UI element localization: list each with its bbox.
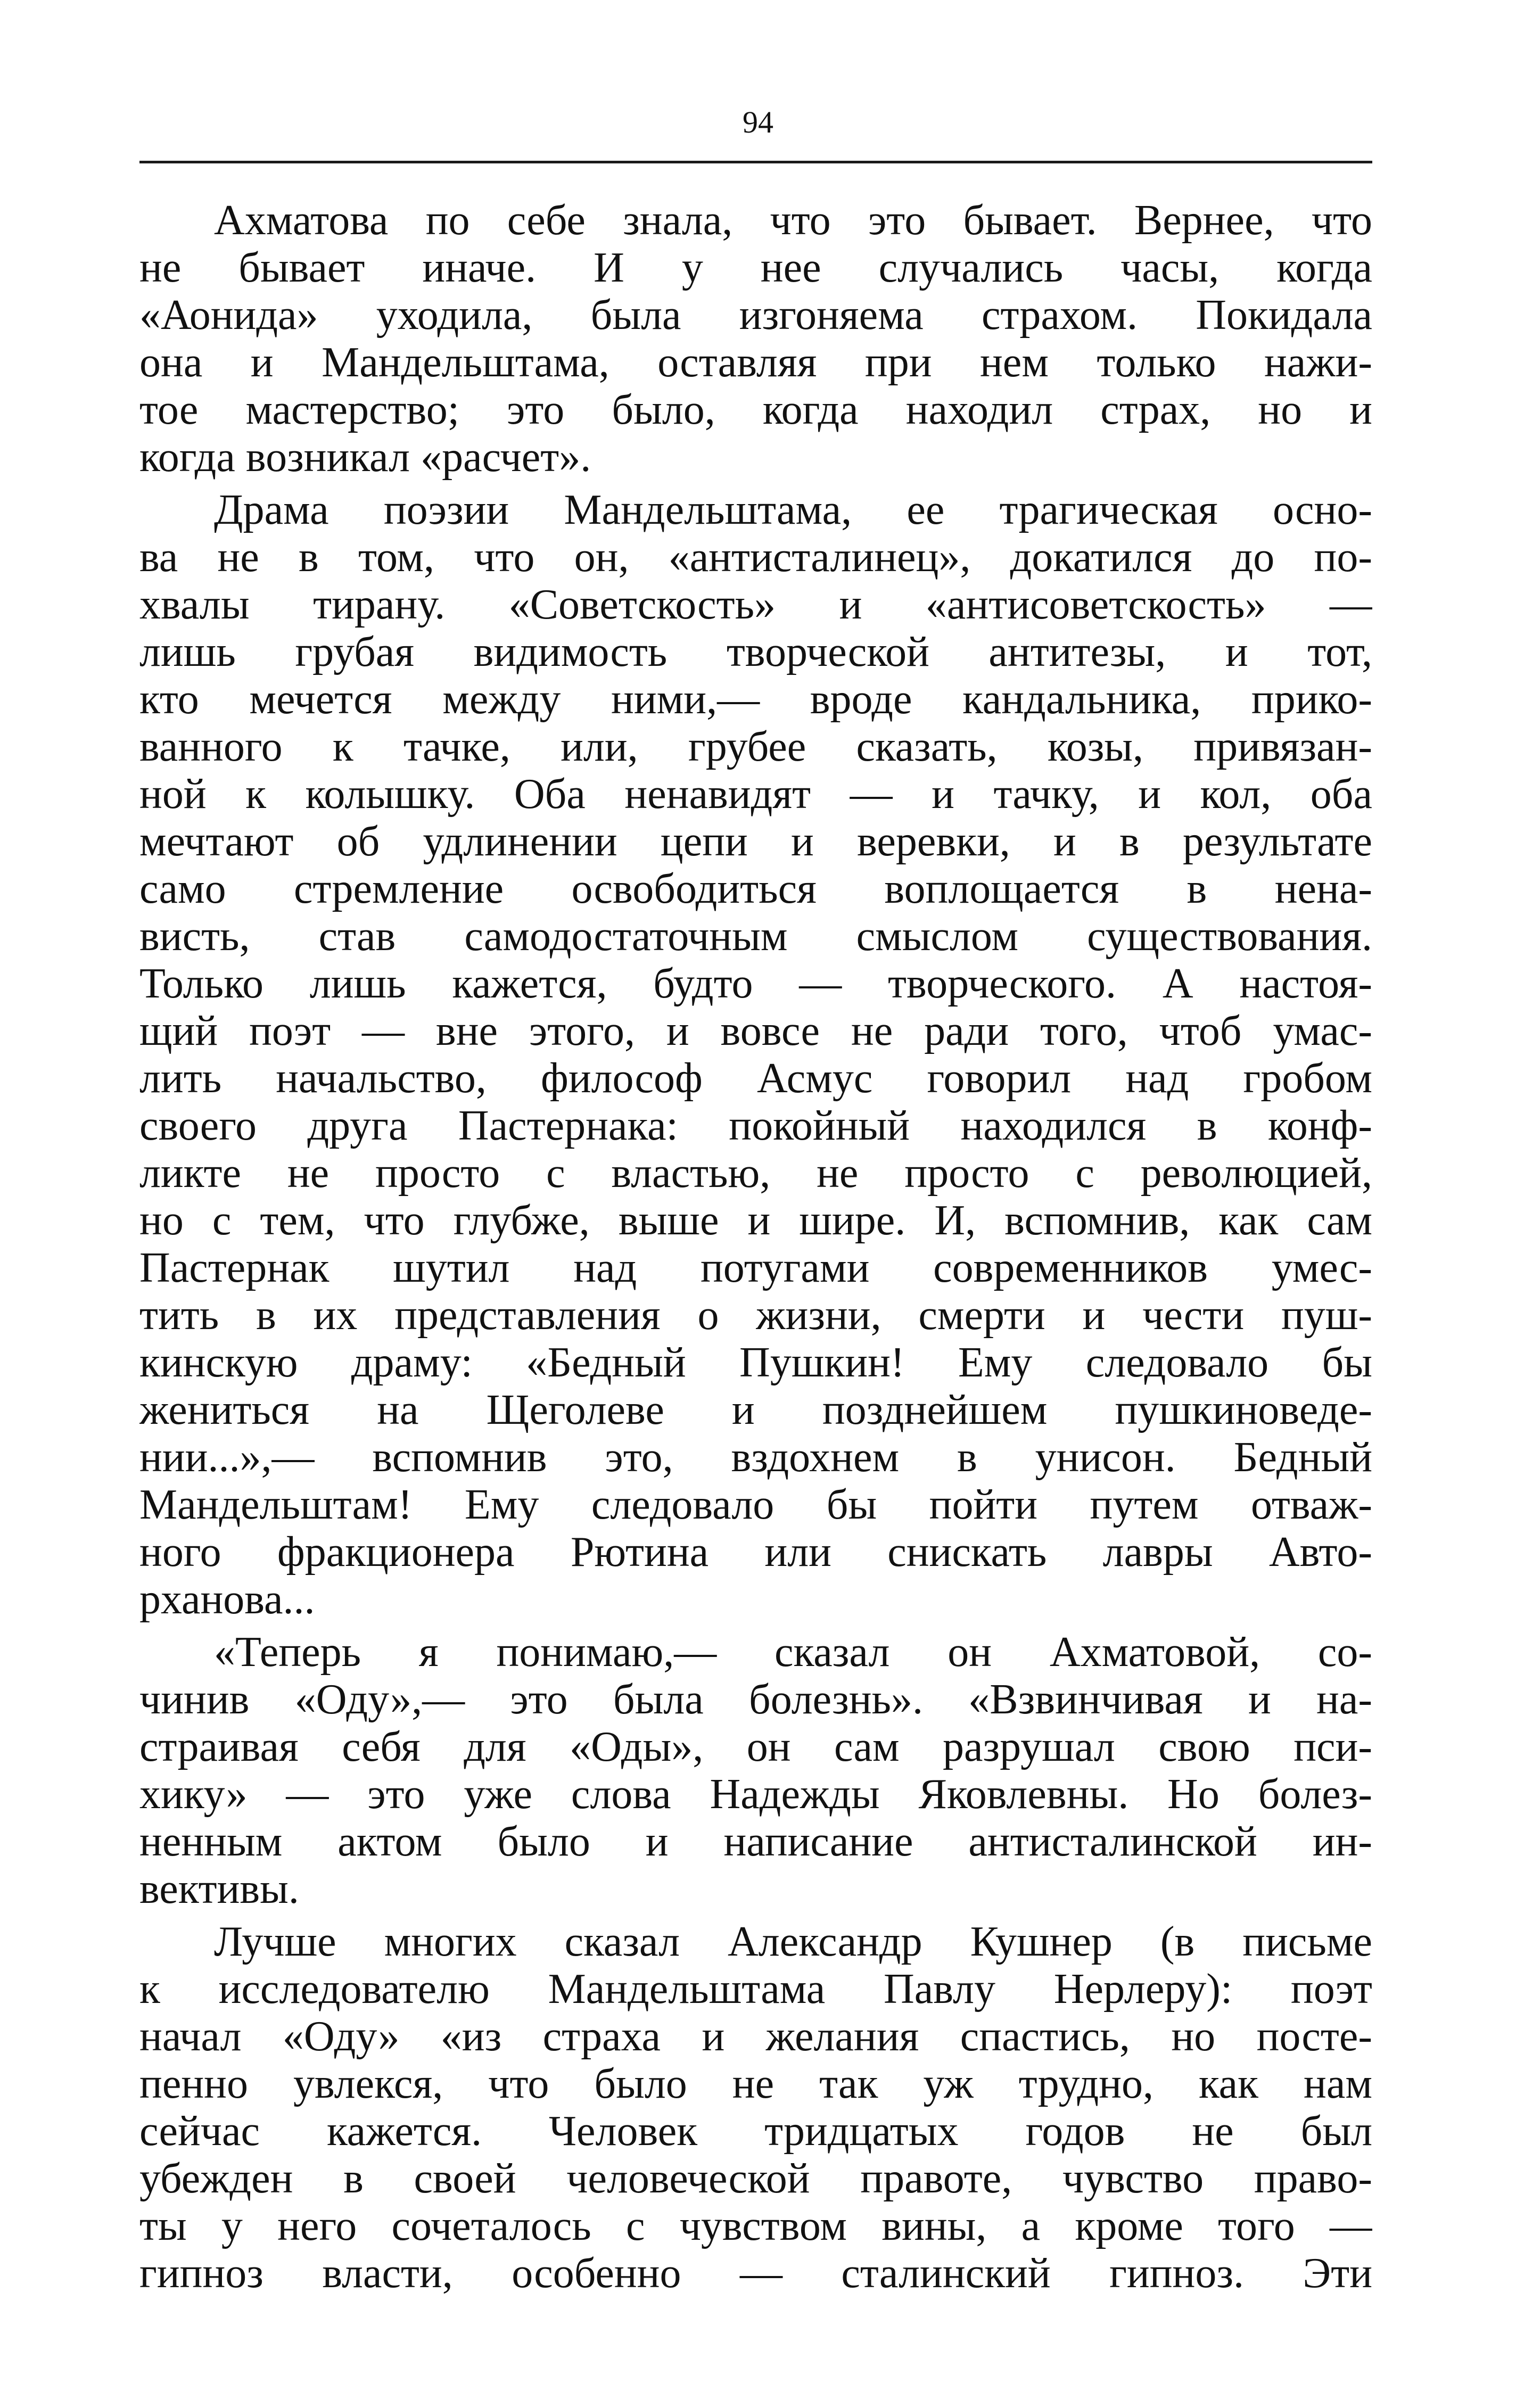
paragraph (139, 1629, 1372, 1913)
text-line: чинив «Оду»,— это была болезнь». «Взвинчивая и на- (139, 1676, 1372, 1723)
text-line: рханова... (139, 1576, 315, 1623)
text-line: кинскую драму: «Бедный Пушкин! Ему следовало бы (139, 1339, 1372, 1386)
text-line: мечтают об удлинении цепи и веревки, и в результате (139, 818, 1372, 865)
text-line: висть, став самодостаточным смыслом существования. (139, 913, 1372, 960)
text-line: нии...»,— вспомнив это, вздохнем в унисон. Бедный (139, 1434, 1372, 1481)
text-line: само стремление освободиться воплощается в нена- (139, 865, 1372, 912)
text-line: хвалы тирану. «Советскость» и «антисоветскость» — (139, 581, 1372, 628)
text-line: начал «Оду» «из страха и желания спастись, но посте- (139, 2013, 1372, 2060)
text-line: убежден в своей человеческой правоте, чувство право- (139, 2155, 1372, 2202)
text-line: Драма поэзии Мандельштама, ее трагическая осно- (214, 486, 1372, 533)
text-line: ной к колышку. Оба ненавидят — и тачку, и кол, оба (139, 771, 1372, 818)
text-line: щий поэт — вне этого, и вовсе не ради того, чтоб умас- (139, 1008, 1372, 1054)
text-line: жениться на Щеголеве и позднейшем пушкиноведе- (139, 1387, 1372, 1433)
text-line: Ахматова по себе знала, что это бывает. Вернее, что (214, 197, 1372, 244)
text-line: ты у него сочеталось с чувством вины, а кроме того — (139, 2203, 1372, 2249)
text-line: не бывает иначе. И у нее случались часы, когда (139, 244, 1372, 291)
header-rule (139, 161, 1372, 163)
text-line: Лучше многих сказал Александр Кушнер (в письме (214, 1918, 1372, 1965)
text-line: хику» — это уже слова Надежды Яковлевны. Но болез- (139, 1771, 1372, 1818)
paragraph (139, 1918, 1372, 2297)
text-line: ненным актом было и написание антисталинской ин- (139, 1818, 1372, 1865)
text-line: она и Мандельштама, оставляя при нем только нажи- (139, 339, 1372, 386)
text-line: гипноз власти, особенно — сталинский гипноз. Эти (139, 2250, 1372, 2297)
text-line: но с тем, что глубже, выше и шире. И, вспомнив, как сам (139, 1197, 1372, 1244)
text-line: страивая себя для «Оды», он сам разрушал свою пси- (139, 1723, 1372, 1770)
paragraph (139, 486, 1372, 1623)
text-line: ванного к тачке, или, грубее сказать, козы, привязан- (139, 723, 1372, 770)
text-line: «Аонида» уходила, была изгоняема страхом. Покидала (139, 292, 1372, 339)
text-line: Только лишь кажется, будто — творческого. А настоя- (139, 960, 1372, 1007)
text-line: Пастернак шутил над потугами современников умес- (139, 1244, 1372, 1291)
text-line: к исследователю Мандельштама Павлу Нерлеру): поэт (139, 1966, 1372, 2013)
text-line: Мандельштам! Ему следовало бы пойти путем отваж- (139, 1481, 1372, 1528)
text-line: лить начальство, философ Асмус говорил над гробом (139, 1055, 1372, 1102)
text-line: своего друга Пастернака: покойный находился в конф- (139, 1102, 1372, 1149)
page-number: 94 (743, 105, 773, 139)
text-line: «Теперь я понимаю,— сказал он Ахматовой, со- (214, 1629, 1372, 1676)
text-line: кто мечется между ними,— вроде кандальника, прико- (139, 676, 1372, 723)
text-line: ликте не просто с властью, не просто с революцией, (139, 1150, 1372, 1197)
text-line: тить в их представления о жизни, смерти и чести пуш- (139, 1292, 1372, 1339)
body-text (139, 197, 1372, 2303)
text-line: тое мастерство; это было, когда находил страх, но и (139, 386, 1372, 433)
paragraph (139, 197, 1372, 481)
text-line: когда возникал «расчет». (139, 434, 591, 481)
text-line: лишь грубая видимость творческой антитезы, и тот, (139, 629, 1372, 675)
text-line: сейчас кажется. Человек тридцатых годов не был (139, 2108, 1372, 2155)
text-line: вективы. (139, 1866, 299, 1912)
text-line: ного фракционера Рютина или снискать лавры Авто- (139, 1529, 1372, 1576)
text-line: пенно увлекся, что было не так уж трудно, как нам (139, 2060, 1372, 2107)
text-line: ва не в том, что он, «антисталинец», докатился до по- (139, 534, 1372, 581)
